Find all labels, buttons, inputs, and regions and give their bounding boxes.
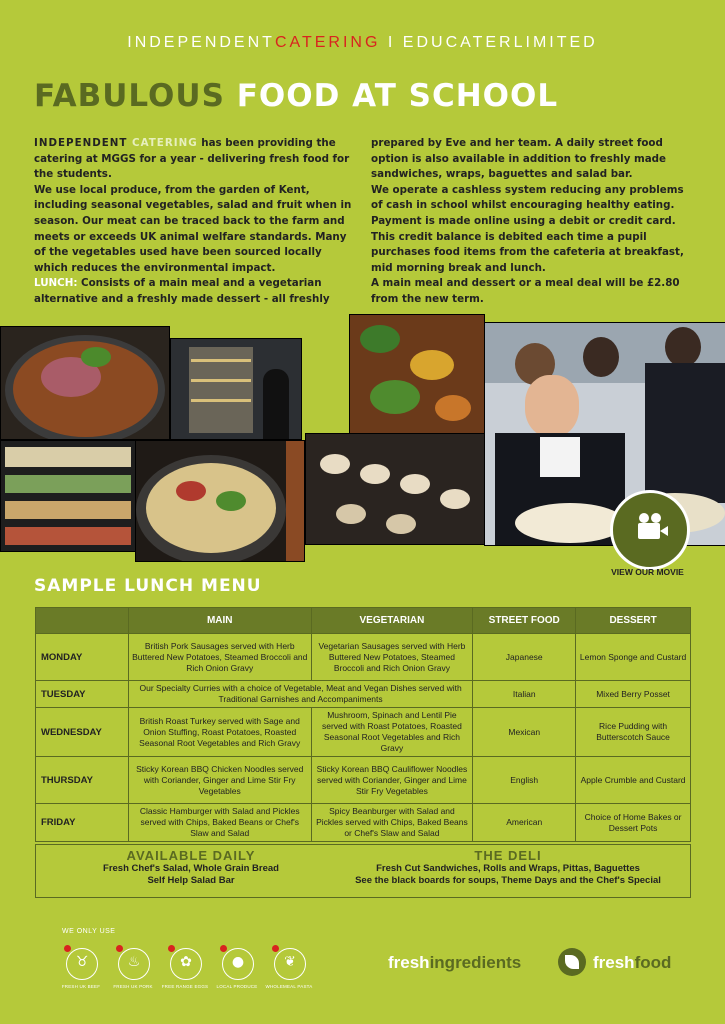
main-cell: British Pork Sausages served with Herb Buttered New Potatoes, Steamed Broccoli and Rich Onion Gravy (128, 634, 311, 681)
table-row (36, 757, 691, 804)
dessert-cell: Apple Crumble and Custard (576, 757, 691, 804)
we-only-use-label: WE ONLY USE (62, 928, 116, 935)
intro-text-1: has been providing the catering at MGGS for a year - delivering fresh food for the students. (34, 137, 350, 181)
view-movie-button[interactable] (610, 490, 690, 570)
intro-paragraph-4: prepared by Eve and her team. A daily street food option is also available in addition to freshly made sandwiches, wraps, baguettes and salad bar. (371, 137, 667, 181)
brand-header (0, 34, 725, 52)
tagline-food: food (634, 953, 672, 972)
leaf-icon (558, 948, 586, 976)
vegetarian-cell: Vegetarian Sausages served with Herb Buttered New Potatoes, Steamed Broccoli and Rich Onion Gravy (311, 634, 473, 681)
intro-paragraph-5: We operate a cashless system reducing any problems of cash in school whilst encouraging healthy eating. (371, 183, 684, 212)
column-header-main: MAIN (128, 608, 311, 634)
badge-label: FREE RANGE EGGS (161, 984, 209, 989)
street-food-cell: American (473, 804, 576, 842)
street-food-cell: English (473, 757, 576, 804)
street-food-cell: Italian (473, 681, 576, 708)
badge-label: LOCAL PRODUCE (216, 984, 258, 989)
vegetarian-cell: Spicy Beanburger with Salad and Pickles served with Chips, Baked Beans or Chef's Slaw and Salad (311, 804, 473, 842)
dessert-cell: Lemon Sponge and Custard (576, 634, 691, 681)
brand-catering: CATERING (274, 34, 381, 51)
available-daily-heading: AVAILABLE DAILY (126, 848, 256, 863)
tagline-fresh-ingredients (388, 953, 521, 973)
intro-paragraph-6: Payment is made online using a debit or credit card. This credit balance is debited each time a pupil purchases food items from the cafeteria at breakfast, mid morning break and lunch. (371, 214, 684, 274)
main-cell: Sticky Korean BBQ Chicken Noodles served with Coriander, Ginger and Lime Stir Fry Vegetables (128, 757, 311, 804)
vegetarian-cell: Mushroom, Spinach and Lentil Pie served with Roast Potatoes, Roasted Seasonal Root Vegetables and Rich Gravy (311, 708, 473, 757)
intro-brand-independent: INDEPENDENT (34, 137, 128, 149)
day-cell: THURSDAY (36, 757, 129, 804)
table-header-row (36, 608, 691, 634)
tagline-fresh-1: fresh (388, 953, 430, 972)
lunch-text: Consists of a main meal and a vegetarian alternative and a freshly made dessert - all freshly (34, 277, 330, 305)
brand-educater: EDUCATER (402, 34, 514, 51)
table-row (36, 634, 691, 681)
day-cell: MONDAY (36, 634, 129, 681)
photo-deli-fridge (0, 440, 136, 552)
day-cell: TUESDAY (36, 681, 129, 708)
title-fabulous: FABULOUS (34, 78, 225, 114)
intro-right-column (371, 136, 693, 308)
dessert-cell: Mixed Berry Posset (576, 681, 691, 708)
table-row (36, 804, 691, 842)
day-cell: FRIDAY (36, 804, 129, 842)
available-daily-line-2: Self Help Salad Bar (147, 875, 235, 886)
available-daily-line-1: Fresh Chef's Salad, Whole Grain Bread (103, 863, 279, 874)
intro-brand-catering: CATERING (132, 137, 198, 149)
badge-label: WHOLEMEAL PASTA (265, 984, 313, 989)
photo-pasta-salad (135, 440, 305, 562)
badge-label: FRESH UK PORK (113, 984, 153, 989)
main-cell: Classic Hamburger with Salad and Pickles served with Chips, Baked Beans or Chef's Slaw and Salad (128, 804, 311, 842)
brand-limited: LIMITED (513, 34, 598, 51)
brand-independent: INDEPENDENT (127, 34, 275, 51)
photo-students (484, 322, 725, 546)
lunch-label: LUNCH: (34, 277, 78, 290)
photo-pastries (305, 433, 485, 545)
tagline-ingredients: ingredients (429, 953, 522, 972)
intro-paragraph-1 (34, 136, 356, 183)
tagline-fresh-food (593, 953, 671, 973)
pig-icon: ♨ (118, 948, 150, 980)
cow-icon: ♉ (66, 948, 98, 980)
table-row (36, 708, 691, 757)
column-header-street-food: STREET FOOD (473, 608, 576, 634)
column-header-vegetarian: VEGETARIAN (311, 608, 473, 634)
dessert-cell: Rice Pudding with Butterscotch Sauce (576, 708, 691, 757)
dessert-cell: Choice of Home Bakes or Dessert Pots (576, 804, 691, 842)
photo-chicken-salad-bowl (0, 326, 170, 440)
hen-icon: ✿ (170, 948, 202, 980)
brand-separator: I (387, 34, 396, 51)
photo-vegetable-dish (349, 314, 485, 434)
main-cell: British Roast Turkey served with Sage and Onion Stuffing, Roast Potatoes, Roasted Seasonal Root Vegetables and Rich Gravy (128, 708, 311, 757)
view-movie-link[interactable]: VIEW OUR MOVIE (611, 567, 684, 577)
intro-paragraph-2: We use local produce, from the garden of Kent, including seasonal vegetables, salad and fruit when in season. Our meat can be traced back to the farm and meets or exceeds UK animal welfare standards. Many of the vegetables used have been sourced locally which reduces the environmental impact. (34, 183, 352, 274)
tagline-fresh-2: fresh (593, 953, 635, 972)
apple-icon: ● (222, 948, 254, 980)
vegetarian-cell: Sticky Korean BBQ Cauliflower Noodles served with Coriander, Ginger and Lime Stir Fry Vegetables (311, 757, 473, 804)
title-food-at-school: FOOD AT SCHOOL (236, 78, 559, 114)
street-food-cell: Japanese (473, 634, 576, 681)
badge-label: FRESH UK BEEF (61, 984, 101, 989)
deli-section (326, 848, 690, 887)
deli-heading: THE DELI (474, 848, 542, 863)
column-header-dessert: DESSERT (576, 608, 691, 634)
column-header-day (36, 608, 129, 634)
page-title (34, 78, 558, 114)
deli-line-1: Fresh Cut Sandwiches, Rolls and Wraps, Pittas, Baguettes (376, 863, 640, 874)
photo-cafeteria-counter (170, 338, 302, 440)
wheat-icon: ❦ (274, 948, 306, 980)
intro-left-column (34, 136, 356, 308)
lunch-menu-table (35, 607, 691, 842)
intro-paragraph-3 (34, 276, 356, 307)
daily-offers-box (35, 844, 691, 898)
intro-paragraph-7: A main meal and dessert or a meal deal will be £2.80 from the new term. (371, 277, 680, 305)
deli-line-2: See the black boards for soups, Theme Days and the Chef's Special (355, 875, 661, 886)
table-row (36, 681, 691, 708)
street-food-cell: Mexican (473, 708, 576, 757)
day-cell: WEDNESDAY (36, 708, 129, 757)
main-vegetarian-combined-cell: Our Specialty Curries with a choice of Vegetable, Meat and Vegan Dishes served with Traditional Garnishes and Accompaniments (128, 681, 472, 708)
sample-lunch-menu-heading: SAMPLE LUNCH MENU (34, 576, 262, 596)
available-daily-section (36, 848, 346, 887)
